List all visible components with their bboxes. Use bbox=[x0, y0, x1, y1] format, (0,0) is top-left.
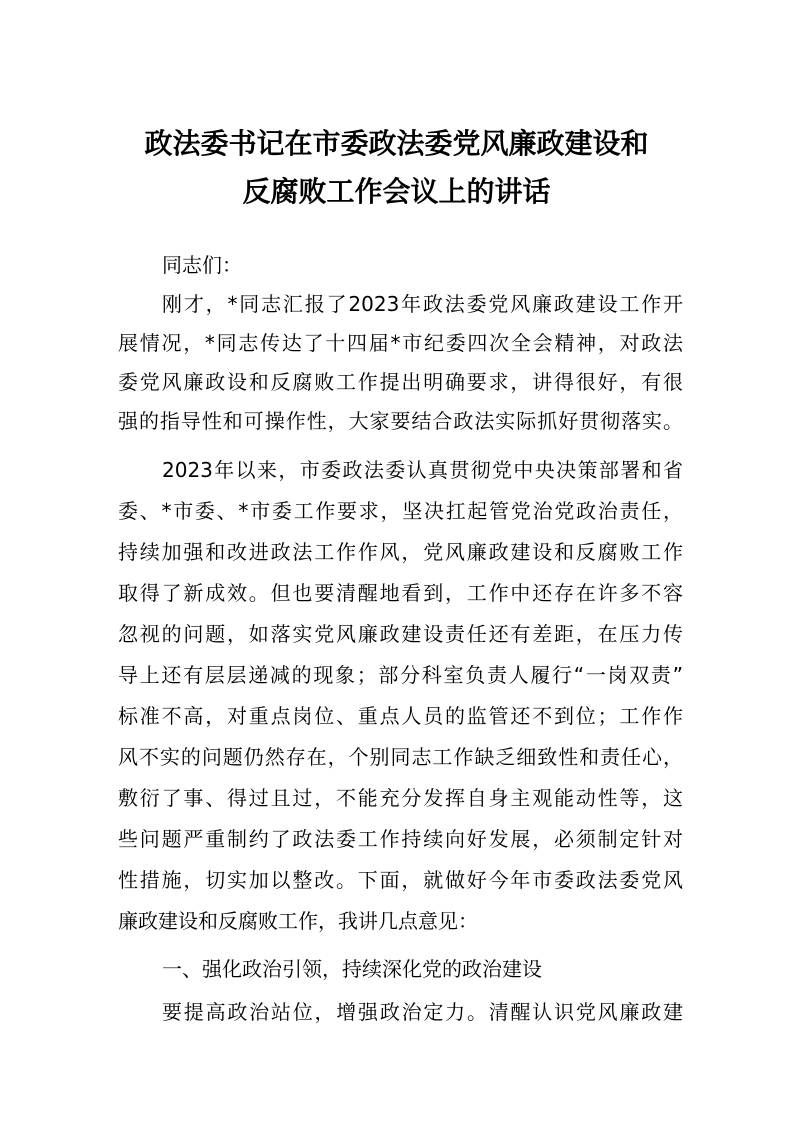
paragraph-line: 风不实的问题仍然存在，个别同志工作缺乏细致性和责任心， bbox=[118, 745, 683, 769]
paragraph-line: 些问题严重制约了政法委工作持续向好发展，必须制定针对 bbox=[118, 827, 683, 851]
paragraph-line: 导上还有层层递减的现象；部分科室负责人履行“一岗双责” bbox=[118, 663, 683, 687]
paragraph-line: 委、*市委、*市委工作要求，坚决扛起管党治党政治责任， bbox=[118, 499, 683, 523]
paragraph-line: 展情况，*同志传达了十四届*市纪委四次全会精神，对政法 bbox=[118, 331, 683, 355]
paragraph-line: 要提高政治站位，增强政治定力。清醒认识党风廉政建 bbox=[162, 1000, 683, 1024]
document-title-line-2: 反腐败工作会议上的讲话 bbox=[242, 175, 551, 208]
paragraph-line: 性措施，切实加以整改。下面，就做好今年市委政法委党风 bbox=[118, 868, 683, 892]
paragraph-line: 委党风廉政设和反腐败工作提出明确要求，讲得很好，有很 bbox=[118, 370, 683, 394]
paragraph-line: 标准不高，对重点岗位、重点人员的监管还不到位；工作作 bbox=[118, 704, 683, 728]
section-heading: 一、强化政治引领，持续深化党的政治建设 bbox=[162, 957, 542, 981]
paragraph-line: 廉政建设和反腐败工作，我讲几点意见： bbox=[118, 909, 478, 933]
paragraph-line: 2023年以来，市委政法委认真贯彻党中央决策部署和省 bbox=[162, 458, 683, 482]
paragraph-line: 敷衍了事、得过且过，不能充分发挥自身主观能动性等，这 bbox=[118, 786, 683, 810]
document-title-line-1: 政法委书记在市委政法委党风廉政建设和 bbox=[144, 127, 649, 160]
paragraph-line: 忽视的问题，如落实党风廉政建设责任还有差距，在压力传 bbox=[118, 622, 683, 646]
salutation: 同志们： bbox=[162, 253, 242, 277]
paragraph-line: 持续加强和改进政法工作作风，党风廉政建设和反腐败工作 bbox=[118, 540, 683, 564]
paragraph-line: 取得了新成效。但也要清醒地看到，工作中还存在许多不容 bbox=[118, 581, 683, 605]
paragraph-line: 强的指导性和可操作性，大家要结合政法实际抓好贯彻落实。 bbox=[118, 409, 683, 433]
paragraph-line: 刚才，*同志汇报了2023年政法委党风廉政建设工作开 bbox=[162, 292, 683, 316]
